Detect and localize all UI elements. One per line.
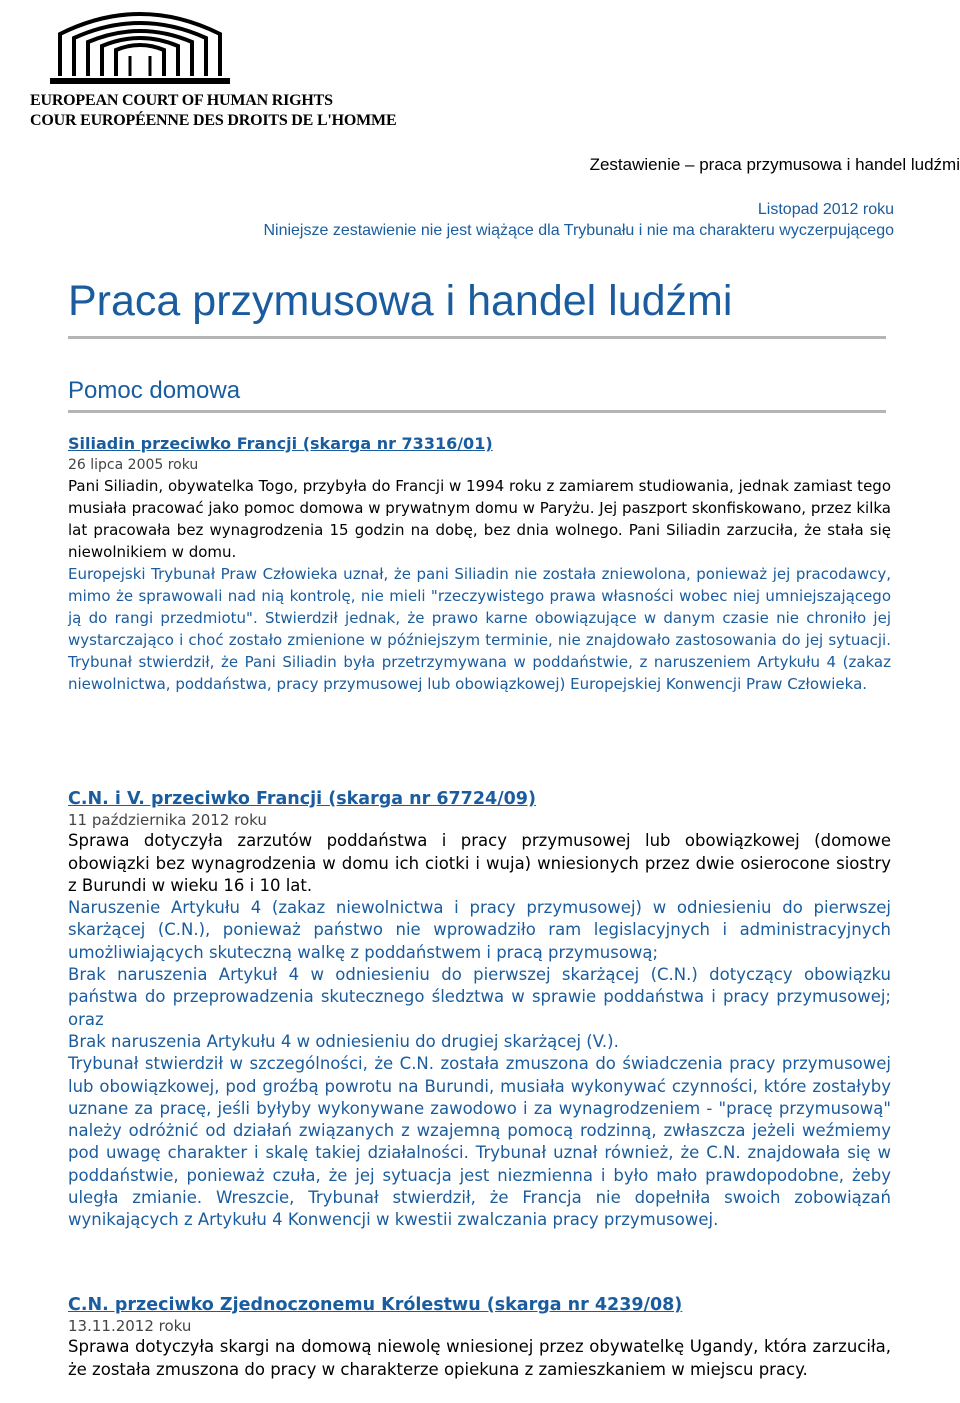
case-facts: Pani Siliadin, obywatelka Togo, przybyła do Francji w 1994 roku z zamiarem studiowania, jednak zamiast tego musiała pracować jako pomoc domowa w prywatnym domu w Paryżu. Jej paszport skonfiskowano, przez kilka lat pracowała bez wynagrodzenia 15 godzin na dobę, bez dnia wolnego. Pani Siliadin zarzuciła, że stała się niewolnikiem w domu.	[68, 477, 891, 561]
case-link[interactable]: C.N. i V. przeciwko Francji (skarga nr 67724/09)	[68, 789, 536, 809]
case-ruling	[68, 563, 891, 695]
ruling-intro: Europejski Trybunał Praw Człowieka uznał, że pani Siliadin nie została zniewolona, ponieważ jej pracodawcy, mimo że sprawowali nad nią kontrolę, nie mieli "rzeczywistego prawa własności wobec niej umniejszającego ją do rangi przedmiotu". Stwierdził jednak, że prawo karne obowiązujące w danym czasie nie chroniło jej wystarczająco i choć zostało zmienione w późniejszym terminie, nie znajdowało zastosowania do jej sytuacji.	[68, 565, 891, 649]
disclaimer: Niniejsze zestawienie nie jest wiążące dla Trybunału i nie ma charakteru wyczerpującego	[263, 222, 894, 239]
case-link[interactable]: Siliadin przeciwko Francji (skarga nr 73316/01)	[68, 434, 493, 453]
case-date: 11 października 2012 roku	[68, 811, 267, 830]
section-title: Pomoc domowa	[68, 377, 241, 404]
case-entry	[68, 433, 891, 695]
case-reasoning: Trybunał stwierdził w szczególności, że C.N. została zmuszona do świadczenia pracy przymusowej lub obowiązkowej, pod groźbą powrotu na Burundi, musiała wykonywać czynności, które zostałyby uznane za pracę, jeśli byłyby wykonywane zawodowo i za wynagrodzeniem - "pracę przymusową" należy odróżnić od działań związanych z wzajemną pomocą rodzinną, zwłaszcza jeżeli weźmiemy pod uwagę charakter i skalę takiej działalności. Trybunał uznał również, że C.N. znajdowała się w poddaństwie, ponieważ czuła, że jej sytuacja jest niezmienna i było mało prawdopodobne, żeby uległa zmianie. Wreszcie, Trybunał stwierdził, że Francja nie dopełniła swoich zobowiązań wynikających z Artykułu 4 Konwencji w kwestii zwalczania pracy przymusowej.	[68, 1054, 891, 1230]
case-date: 26 lipca 2005 roku	[68, 457, 199, 473]
page-title: Praca przymusowa i handel ludźmi	[68, 277, 733, 325]
case-finding: Brak naruszenia Artykuł 4 w odniesieniu do pierwszej skarżącej (C.N.) dotyczący obowiązku państwa do przeprowadzenia skutecznego śledztwa w sprawie poddaństwa i pracy przymusowej; oraz	[68, 965, 891, 1029]
court-building-icon	[30, 6, 330, 90]
case-entry	[68, 1294, 891, 1381]
case-link[interactable]: C.N. przeciwko Zjednoczonemu Królestwu (skarga nr 4239/08)	[68, 1295, 683, 1315]
case-finding: Brak naruszenia Artykułu 4 w odniesieniu do drugiej skarżącej (V.).	[68, 1031, 619, 1051]
logo-text-french: COUR EUROPÉENNE DES DROITS DE L'HOMME	[30, 112, 397, 129]
section-divider	[68, 410, 886, 413]
logo-text-english: EUROPEAN COURT OF HUMAN RIGHTS	[30, 92, 333, 109]
case-finding: Naruszenie Artykułu 4 (zakaz niewolnictwa i pracy przymusowej) w odniesieniu do pierwszej skarżącej (C.N.), ponieważ państwo nie wprowadziło ram legislacyjnych i administracyjnych umożliwiających skuteczną walkę z poddaństwem i pracą przymusową;	[68, 898, 891, 962]
echr-logo	[30, 6, 397, 130]
case-facts: Sprawa dotyczyła zarzutów poddaństwa i pracy przymusowej lub obowiązkowej (domowe obowiązki bez wynagrodzenia w domu ich ciotki i wuja) wniesionych przez dwie osierocone siostry z Burundi w wieku 16 i 10 lat.	[68, 831, 891, 895]
case-facts: Sprawa dotyczyła skargi na domową niewolę wniesionej przez obywatelkę Ugandy, która zarzuciła, że została zmuszona do pracy w charakterze opiekuna z zamieszkaniem w miejscu pracy.	[68, 1337, 891, 1379]
publication-date: Listopad 2012 roku	[757, 201, 894, 218]
title-divider	[68, 336, 886, 339]
case-date: 13.11.2012 roku	[68, 1317, 192, 1336]
document-header-title: Zestawienie – praca przymusowa i handel ludźmi	[589, 155, 960, 174]
ruling-conclusion: Trybunał stwierdził, że Pani Siliadin była przetrzymywana w poddaństwie, z naruszeniem Artykułu 4 (zakaz niewolnictwa, poddaństwa, pracy przymusowej lub obowiązkowej) Europejskiej Konwencji Praw Człowieka.	[68, 653, 891, 693]
case-entry	[68, 788, 891, 1232]
